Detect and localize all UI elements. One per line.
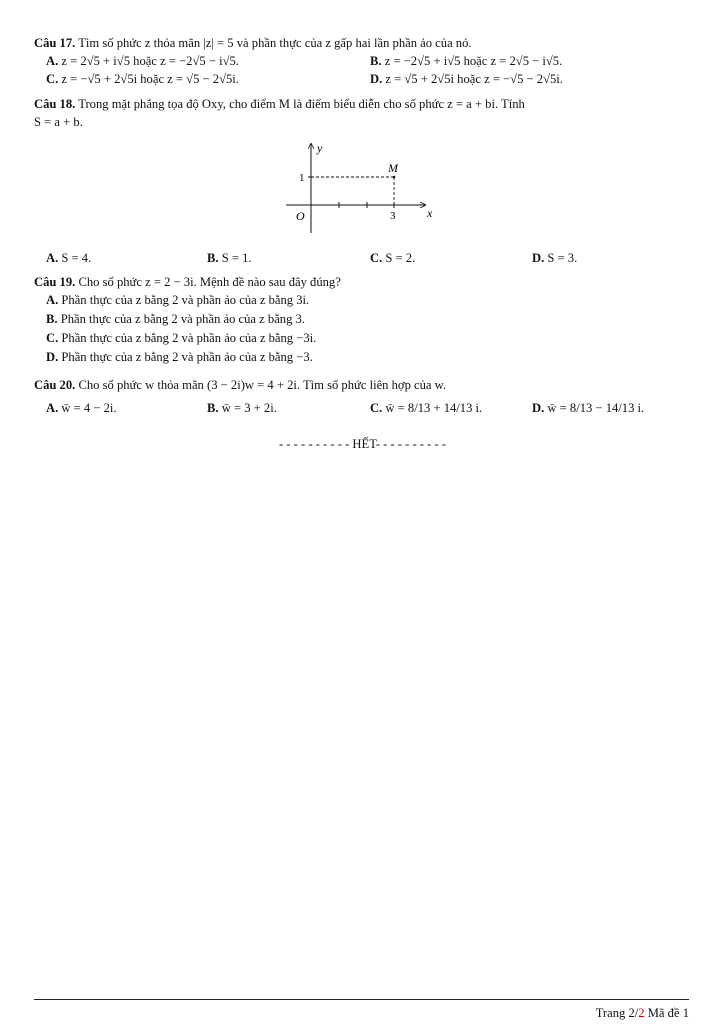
q18-option-d-text: S = 3. xyxy=(547,251,578,265)
origin-label: O xyxy=(296,209,305,223)
q19-option-a[interactable] xyxy=(46,293,309,308)
y-tick-label: 1 xyxy=(299,172,305,184)
q18-coordinate-graph xyxy=(280,138,450,238)
q20-option-c-label: C. xyxy=(370,401,383,415)
footer-rule xyxy=(34,999,689,1000)
q17-option-b-label: B. xyxy=(370,54,382,68)
point-m-label: M xyxy=(388,161,398,175)
q18-option-b-label: B. xyxy=(207,251,219,265)
q20-option-a-text: w̄ = 4 − 2i. xyxy=(61,401,117,415)
page-number: Trang 2 xyxy=(595,1006,635,1020)
q17-stem: Tìm số phức z thỏa mãn |z| = 5 và phần thực của z gấp hai lần phần ảo của nó. xyxy=(78,36,472,50)
q17-label: Câu 17. xyxy=(34,36,76,50)
q17-stem-line xyxy=(34,36,472,51)
page-slash: / xyxy=(634,1006,639,1020)
q19-option-c[interactable] xyxy=(46,331,316,346)
q20-stem-line xyxy=(34,378,446,393)
q17-option-d[interactable] xyxy=(370,72,563,87)
q18-label: Câu 18. xyxy=(34,97,76,111)
q18-option-d[interactable] xyxy=(532,251,577,266)
q18-option-c-label: C. xyxy=(370,251,383,265)
q19-option-b[interactable] xyxy=(46,312,305,327)
q19-stem: Cho số phức z = 2 − 3i. Mệnh đề nào sau đây đúng? xyxy=(78,275,341,289)
q19-option-b-text: Phần thực của z bằng 2 và phần ảo của z bằng 3. xyxy=(60,312,305,326)
q20-stem: Cho số phức w thỏa mãn (3 − 2i)w = 4 + 2i. Tìm số phức liên hợp của w. xyxy=(78,378,447,392)
q19-option-d[interactable] xyxy=(46,350,313,365)
x-tick-label: 3 xyxy=(390,210,396,222)
q17-option-c-text: z = −√5 + 2√5i hoặc z = √5 − 2√5i. xyxy=(61,72,239,86)
q20-option-b-text: w̄ = 3 + 2i. xyxy=(221,401,277,415)
q18-stem-line2 xyxy=(34,115,83,130)
q19-stem-line xyxy=(34,275,341,290)
q20-option-d[interactable] xyxy=(532,401,644,416)
q18-option-c[interactable] xyxy=(370,251,415,266)
q17-option-a-text: z = 2√5 + i√5 hoặc z = −2√5 − i√5. xyxy=(61,54,239,68)
q19-option-a-text: Phần thực của z bằng 2 và phần ảo của z bằng 3i. xyxy=(61,293,310,307)
q18-option-a-text: S = 4. xyxy=(61,251,92,265)
q20-option-c[interactable] xyxy=(370,401,482,416)
q18-option-a-label: A. xyxy=(46,251,59,265)
page-total: 2 xyxy=(638,1006,645,1020)
q20-option-a[interactable] xyxy=(46,401,117,416)
q20-option-d-text: w̄ = 8/13 − 14/13 i. xyxy=(547,401,645,415)
q17-option-c[interactable] xyxy=(46,72,239,87)
footer xyxy=(596,1006,689,1021)
q17-option-b-text: z = −2√5 + i√5 hoặc z = 2√5 − i√5. xyxy=(384,54,563,68)
q20-label: Câu 20. xyxy=(34,378,76,392)
point-m xyxy=(393,176,396,179)
y-axis-label: y xyxy=(317,141,323,155)
q18-option-b-text: S = 1. xyxy=(221,251,252,265)
exam-code: Mã đề 1 xyxy=(647,1006,689,1020)
q19-option-b-label: B. xyxy=(46,312,58,326)
q20-option-a-label: A. xyxy=(46,401,59,415)
q18-option-c-text: S = 2. xyxy=(385,251,416,265)
q18-option-b[interactable] xyxy=(207,251,252,266)
q18-stem-2: S = a + b. xyxy=(34,115,83,129)
q20-option-d-label: D. xyxy=(532,401,545,415)
q17-option-a-label: A. xyxy=(46,54,59,68)
q17-option-b[interactable] xyxy=(370,54,562,69)
q19-option-c-label: C. xyxy=(46,331,59,345)
x-axis-label: x xyxy=(427,206,433,220)
end-marker: - - - - - - - - - - HẾT- - - - - - - - - - xyxy=(278,437,447,451)
q17-option-a[interactable] xyxy=(46,54,239,69)
q20-option-c-text: w̄ = 8/13 + 14/13 i. xyxy=(385,401,483,415)
q19-label: Câu 19. xyxy=(34,275,76,289)
q20-option-b[interactable] xyxy=(207,401,277,416)
q18-stem-line1 xyxy=(34,97,525,112)
q20-option-b-label: B. xyxy=(207,401,219,415)
q17-option-d-label: D. xyxy=(370,72,383,86)
q19-option-d-text: Phần thực của z bằng 2 và phần ảo của z bằng −3. xyxy=(61,350,313,364)
q18-option-d-label: D. xyxy=(532,251,545,265)
q19-option-c-text: Phần thực của z bằng 2 và phần ảo của z bằng −3i. xyxy=(61,331,317,345)
q19-option-d-label: D. xyxy=(46,350,59,364)
q18-stem-1: Trong mặt phẳng tọa độ Oxy, cho điểm M là điểm biểu diễn cho số phức z = a + bi. Tính xyxy=(78,97,525,111)
q19-option-a-label: A. xyxy=(46,293,59,307)
q18-option-a[interactable] xyxy=(46,251,91,266)
q17-option-c-label: C. xyxy=(46,72,59,86)
q17-option-d-text: z = √5 + 2√5i hoặc z = −√5 − 2√5i. xyxy=(385,72,563,86)
